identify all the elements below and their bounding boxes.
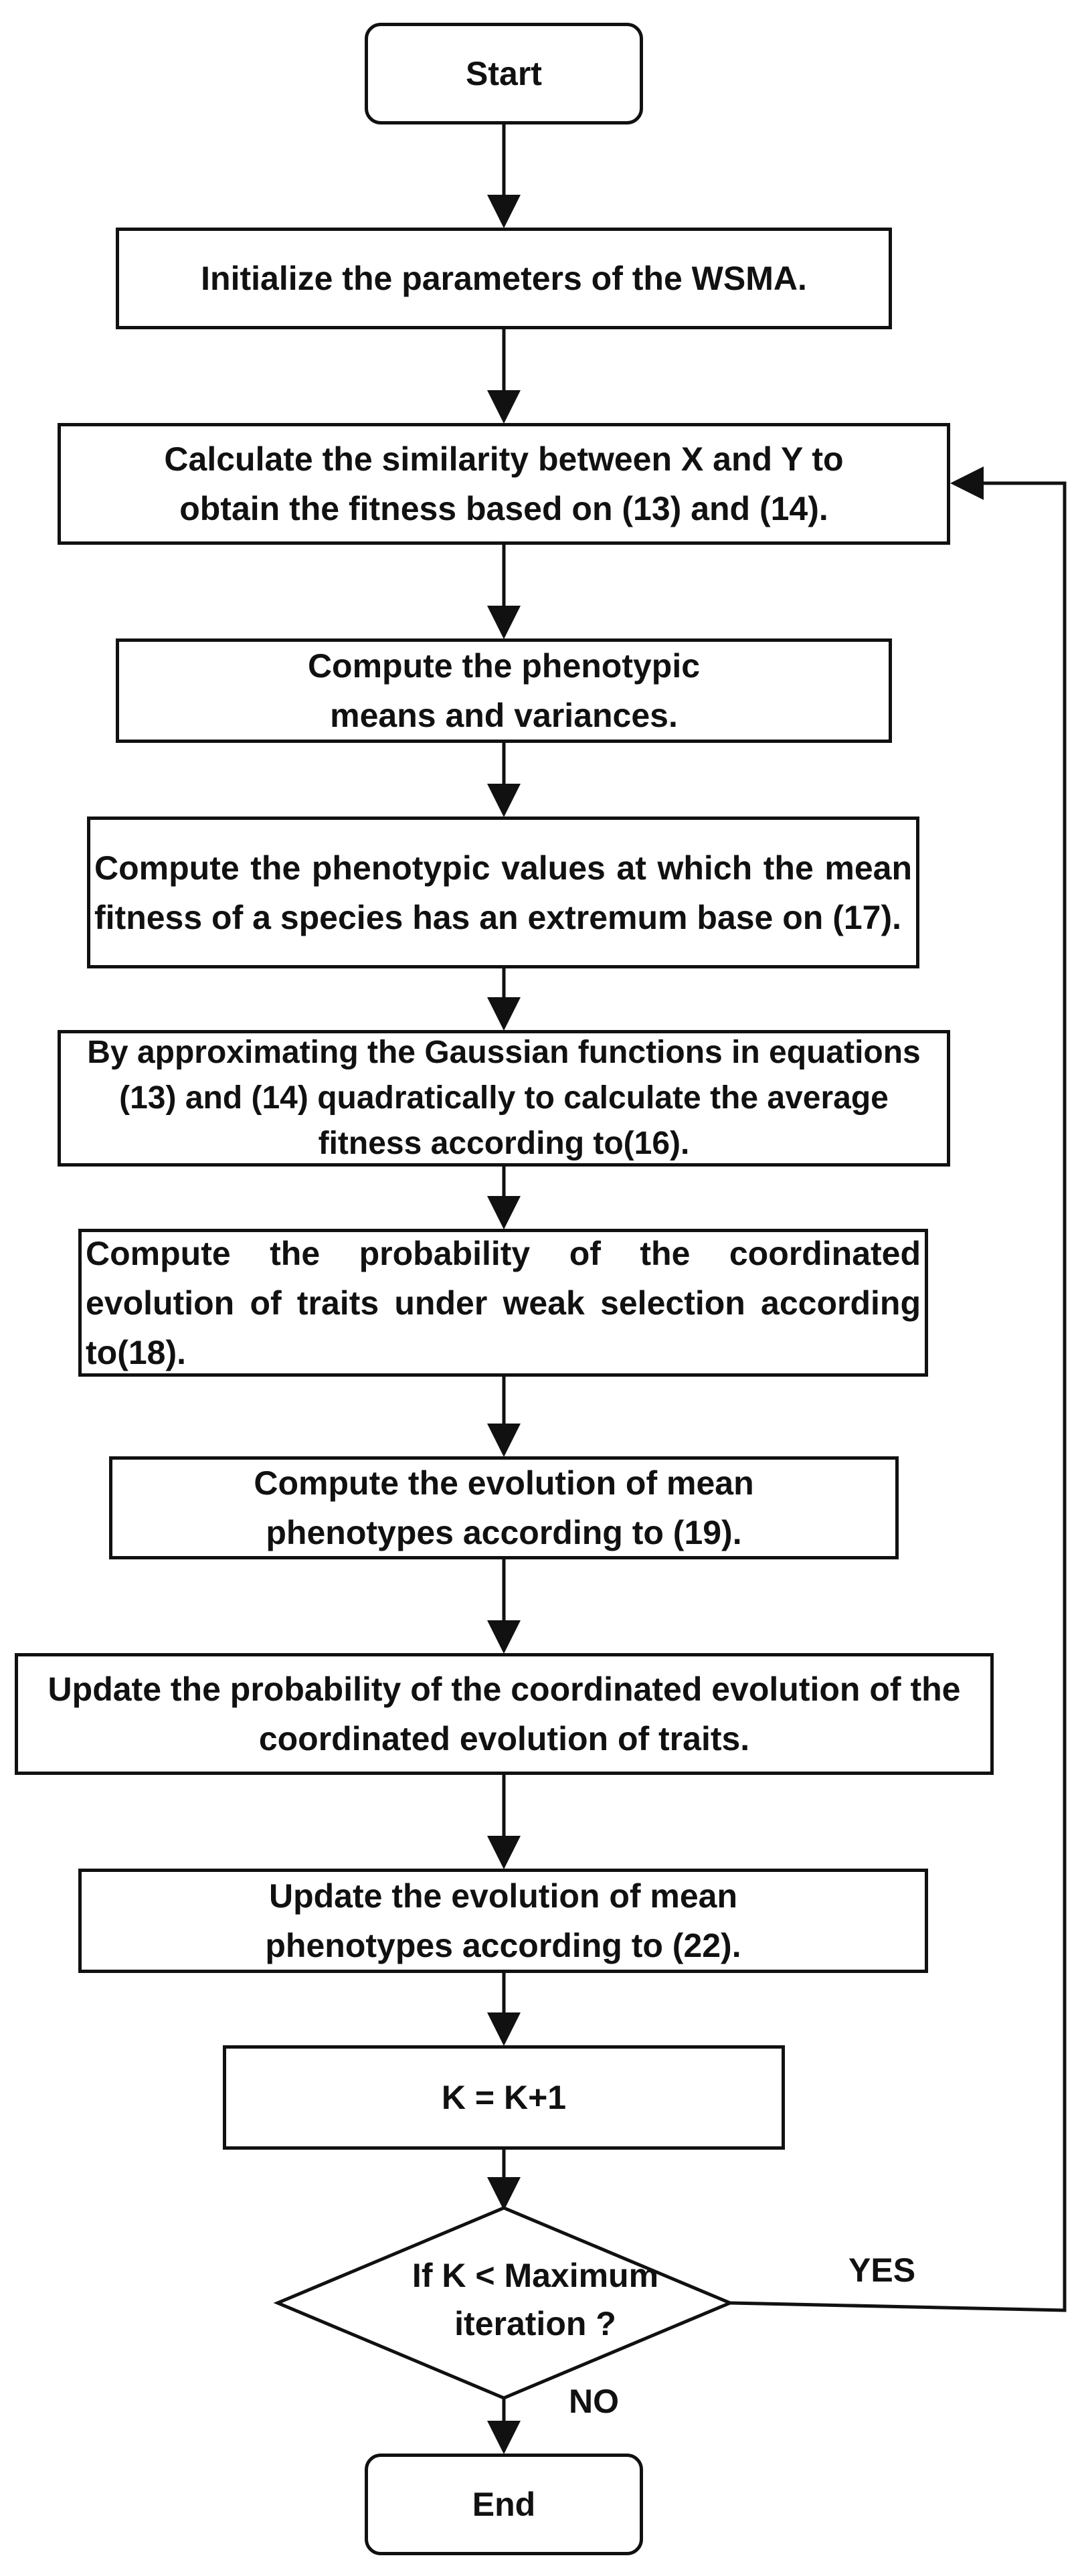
step-initialize	[116, 228, 892, 329]
step-probability-label: Compute the probability of the coordinated evolution of traits under weak selection according to(18).	[86, 1234, 921, 1371]
step-update-evolution-label: Update the evolution of mean phenotypes according to (22).	[265, 1877, 741, 1964]
step-phenotypic-values	[87, 817, 919, 968]
step-phenotypic-values-label: Compute the phenotypic values at which the mean fitness of a species has an extremum base on (17).	[94, 849, 912, 936]
step-probability	[78, 1229, 928, 1377]
step-gaussian-label: By approximating the Gaussian functions in equations (13) and (14) quadratically to calculate the average fitness according to(16).	[87, 1035, 921, 1161]
step-means	[116, 638, 892, 743]
yes-label: YES	[848, 2251, 916, 2289]
end-label: End	[472, 2486, 536, 2523]
start-label: Start	[466, 55, 542, 92]
step-update-probability	[15, 1653, 994, 1775]
decision-label: If K < Maximum iteration ?	[412, 2257, 659, 2342]
step-counter-label: K = K+1	[441, 2079, 567, 2116]
end-terminal	[365, 2454, 643, 2555]
step-counter	[223, 2045, 785, 2150]
step-update-evolution	[78, 1869, 928, 1973]
no-label: NO	[569, 2383, 619, 2420]
step-evolution-label: Compute the evolution of mean phenotypes according to (19).	[254, 1464, 754, 1551]
step-gaussian	[58, 1030, 950, 1167]
start-terminal	[365, 23, 643, 124]
step-similarity-label: Calculate the similarity between X and Y to obtain the fitness based on (13) and (14).	[164, 440, 844, 527]
step-update-probability-label: Update the probability of the coordinated evolution of the coordinated evolution of traits.	[48, 1670, 961, 1757]
step-similarity	[58, 423, 950, 545]
arrow-decision-yes-loop	[730, 483, 1065, 2310]
step-initialize-label: Initialize the parameters of the WSMA.	[201, 260, 807, 297]
step-means-label: Compute the phenotypic means and variances.	[307, 647, 701, 734]
step-evolution	[109, 1456, 899, 1559]
